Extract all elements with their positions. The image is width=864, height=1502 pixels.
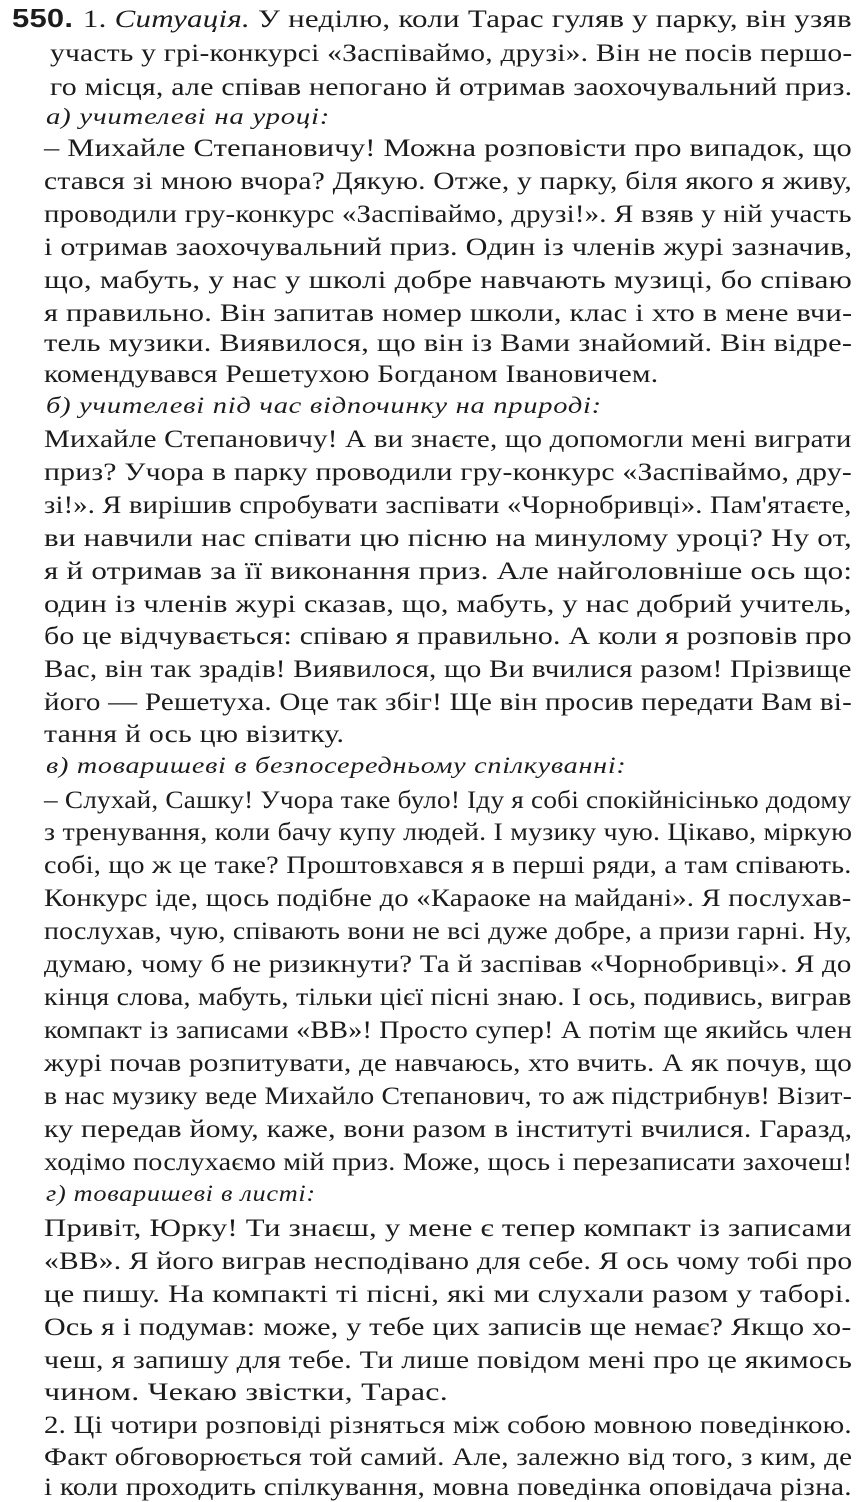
section-c-line: думаю, чому б не ризикнути? Та й заспівав «Чорнобривці». Я до: [44, 949, 852, 978]
section-b-line: Вас, він так зрадів! Виявилося, що Ви вчилися разом! Прізвище: [44, 654, 852, 683]
section-a-line: – Михайле Степановичу! Можна розповісти про випадок, що: [44, 133, 852, 162]
section-c-line: – Слухай, Сашку! Учора таке було! Іду я собі спокійнісінько додому: [44, 785, 852, 814]
section-c-line: ходімо послухаємо мій приз. Може, щось і перезаписати захочеш!: [44, 1147, 853, 1176]
section-a-line: тель музики. Виявилося, що він із Вами знайомий. Він відре-: [44, 328, 853, 357]
section-a-heading: а) учителеві на уроці:: [46, 104, 331, 129]
section-a-line: що, мабуть, у нас у школі добре навчають музиці, бо співаю: [44, 265, 853, 294]
part-number: 1.: [82, 4, 107, 33]
section-b-line: бо це відчувається: співаю я правильно. А коли я розповів про: [44, 621, 852, 650]
section-b-line: тання й ось цю візитку.: [44, 719, 345, 748]
section-a-line: я правильно. Він запитав номер школи, клас і хто в мене вчи-: [44, 298, 853, 327]
part2-line: Факт обговорюється той самий. Але, залежно від того, з ким, де: [44, 1442, 853, 1471]
section-c-line: з тренування, коли бачу купу людей. І музику чую. Цікаво, міркую: [44, 817, 853, 846]
section-d-line: Привіт, Юрку! Ти знаєш, у мене є тепер компакт із записами: [44, 1213, 852, 1242]
section-c-line: ку передав йому, каже, вони разом в інституті вчилися. Гаразд,: [44, 1114, 853, 1143]
situation-label: Ситуація.: [114, 4, 250, 33]
section-d-heading: г) товаришеві в листі:: [46, 1181, 316, 1206]
section-d-line: чином. Чекаю звістки, Тарас.: [44, 1377, 448, 1406]
section-b-line: зі!». Я вирішив спробувати заспівати «Чорнобривці». Пам'ятаєте,: [44, 490, 852, 519]
section-a-line: стався зі мною вчора? Дякую. Отже, у парку, біля якого я живу,: [44, 166, 852, 195]
section-c-line: кінця слова, мабуть, тільки цієї пісні знаю. І ось, подивись, виграв: [44, 982, 852, 1011]
section-d-line: «ВВ». Я його виграв несподівано для себе. Я ось чому тобі про: [44, 1246, 853, 1275]
section-b-heading: б) учителеві під час відпочинку на природі:: [46, 393, 602, 418]
section-d-line: Ось я і подумав: може, у тебе цих записів ще немає? Якщо хо-: [44, 1312, 852, 1341]
situation-text: У неділю, коли Тарас гуляв у парку, він узяв: [257, 4, 852, 33]
section-b-line: один із членів журі сказав, що, мабуть, у нас добрий учитель,: [44, 589, 852, 618]
exercise-intro-line: [12, 2, 852, 36]
section-c-line: в нас музику веде Михайло Степанович, то аж підстрибнув! Візит-: [44, 1081, 853, 1110]
part2-line: і коли проходить спілкування, мовна поведінка оповідача різна.: [44, 1472, 852, 1501]
exercise-number: 550.: [12, 5, 74, 33]
section-c-line: послухав, чую, співають вони не всі дуже добре, а призи гарні. Ну,: [44, 916, 852, 945]
section-c-line: Конкурс іде, щось подібне до «Караоке на майдані». Я послухав-: [44, 883, 852, 912]
section-b-line: я й отримав за її виконання приз. Але найголовніше ось що:: [44, 556, 853, 585]
section-a-line: і отримав заохочувальний приз. Один із членів журі зазначив,: [44, 232, 853, 261]
situation-line: участь у грі-конкурсі «Заспіваймо, друзі». Він не посів першо-: [50, 38, 853, 67]
section-a-line: проводили гру-конкурс «Заспіваймо, друзі!». Я взяв у ній участь: [44, 199, 852, 228]
section-d-line: чеш, я запишу для тебе. Ти лише повідом мені про це якимось: [44, 1345, 853, 1374]
section-b-line: Михайле Степановичу! А ви знаєте, що допомогли мені виграти: [44, 424, 852, 453]
section-d-line: це пишу. На компакті ті пісні, які ми слухали разом у таборі.: [44, 1279, 852, 1308]
section-c-line: собі, що ж це таке? Проштовхався я в перші ряди, а там співають.: [44, 850, 852, 879]
section-c-line: журі почав розпитувати, де навчаюсь, хто вчить. А як почув, що: [44, 1048, 853, 1077]
section-c-line: компакт із записами «ВВ»! Просто супер! А потім ще якийсь член: [44, 1015, 853, 1044]
section-b-line: приз? Учора в парку проводили гру-конкурс «Заспіваймо, дру-: [44, 457, 853, 486]
situation-line: го місця, але співав непогано й отримав заохочувальний приз.: [50, 72, 853, 101]
section-b-line: ви навчили нас співати цю пісню на минулому уроці? Ну от,: [44, 523, 853, 552]
part2-line: 2. Ці чотири розповіді різняться між собою мовною поведінкою.: [44, 1410, 852, 1439]
section-b-line: його — Решетуха. Оце так збіг! Ще він просив передати Вам ві-: [44, 687, 852, 716]
section-a-line: комендувався Решетухою Богданом Івановичем.: [44, 359, 659, 388]
section-c-heading: в) товаришеві в безпосередньому спілкуванні:: [46, 753, 627, 778]
